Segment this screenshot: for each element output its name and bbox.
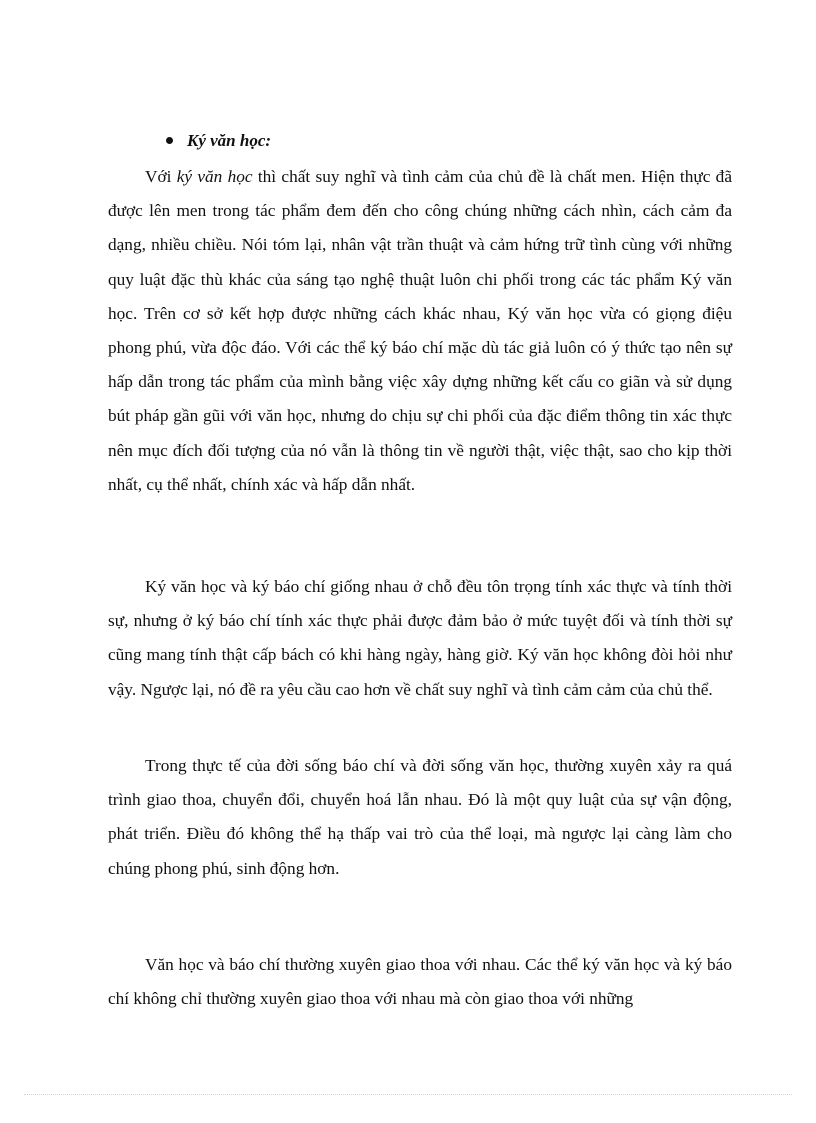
- page-bottom-divider: [24, 1094, 792, 1095]
- paragraph-4: Văn học và báo chí thường xuyên giao thoa với nhau. Các thể ký văn học và ký báo chí không chỉ thường xuyên giao thoa với nhau mà còn giao thoa với những: [108, 955, 732, 1009]
- section-heading: [166, 130, 271, 152]
- paragraph-1-italic-term: ký văn học: [176, 167, 253, 186]
- paragraph-1-lead: Với: [145, 167, 177, 186]
- paragraph-2: Ký văn học và ký báo chí giống nhau ở chỗ đều tôn trọng tính xác thực và tính thời sự, nhưng ở ký báo chí tính xác thực phải được đảm bảo ở mức tuyệt đối và tính thời sự cũng mang tính thật cấp bách có khi hàng ngày, hàng giờ. Ký văn học không đòi hỏi như vậy. Ngược lại, nó đề ra yêu cầu cao hơn về chất suy nghĩ và tình cảm cảm của chủ thể.: [108, 577, 732, 699]
- paragraph-1: [108, 160, 732, 502]
- section-heading-text: Ký văn học:: [187, 131, 272, 150]
- bullet-disc-icon: [166, 137, 173, 144]
- paragraph-1-body: thì chất suy nghĩ và tình cảm của chủ đề là chất men. Hiện thực đã được lên men trong tác phẩm đem đến cho công chúng những cách nhìn, cách cảm đa dạng, nhiều chiều. Nói tóm lại, nhân vật trần thuật và cảm hứng trữ tình cùng với những quy luật đặc thù khác của sáng tạo nghệ thuật luôn chi phối trong các tác phẩm Ký văn học. Trên cơ sở kết hợp được những cách khác nhau, Ký văn học vừa có giọng điệu phong phú, vừa độc đáo. Với các thể ký báo chí mặc dù tác giả luôn có ý thức tạo nên sự hấp dẫn trong tác phẩm của mình bằng việc xây dựng những kết cấu co giãn và sử dụng bút pháp gần gũi với văn học, nhưng do chịu sự chi phối của đặc điểm thông tin xác thực nên mục đích đối tượng của nó vẫn là thông tin về người thật, việc thật, sao cho kịp thời nhất, cụ thể nhất, chính xác và hấp dẫn nhất.: [108, 167, 732, 494]
- paragraph-3: Trong thực tế của đời sống báo chí và đời sống văn học, thường xuyên xảy ra quá trình giao thoa, chuyển đổi, chuyển hoá lẫn nhau. Đó là một quy luật của sự vận động, phát triển. Điều đó không thể hạ thấp vai trò của thể loại, mà ngược lại càng làm cho chúng phong phú, sinh động hơn.: [108, 756, 732, 878]
